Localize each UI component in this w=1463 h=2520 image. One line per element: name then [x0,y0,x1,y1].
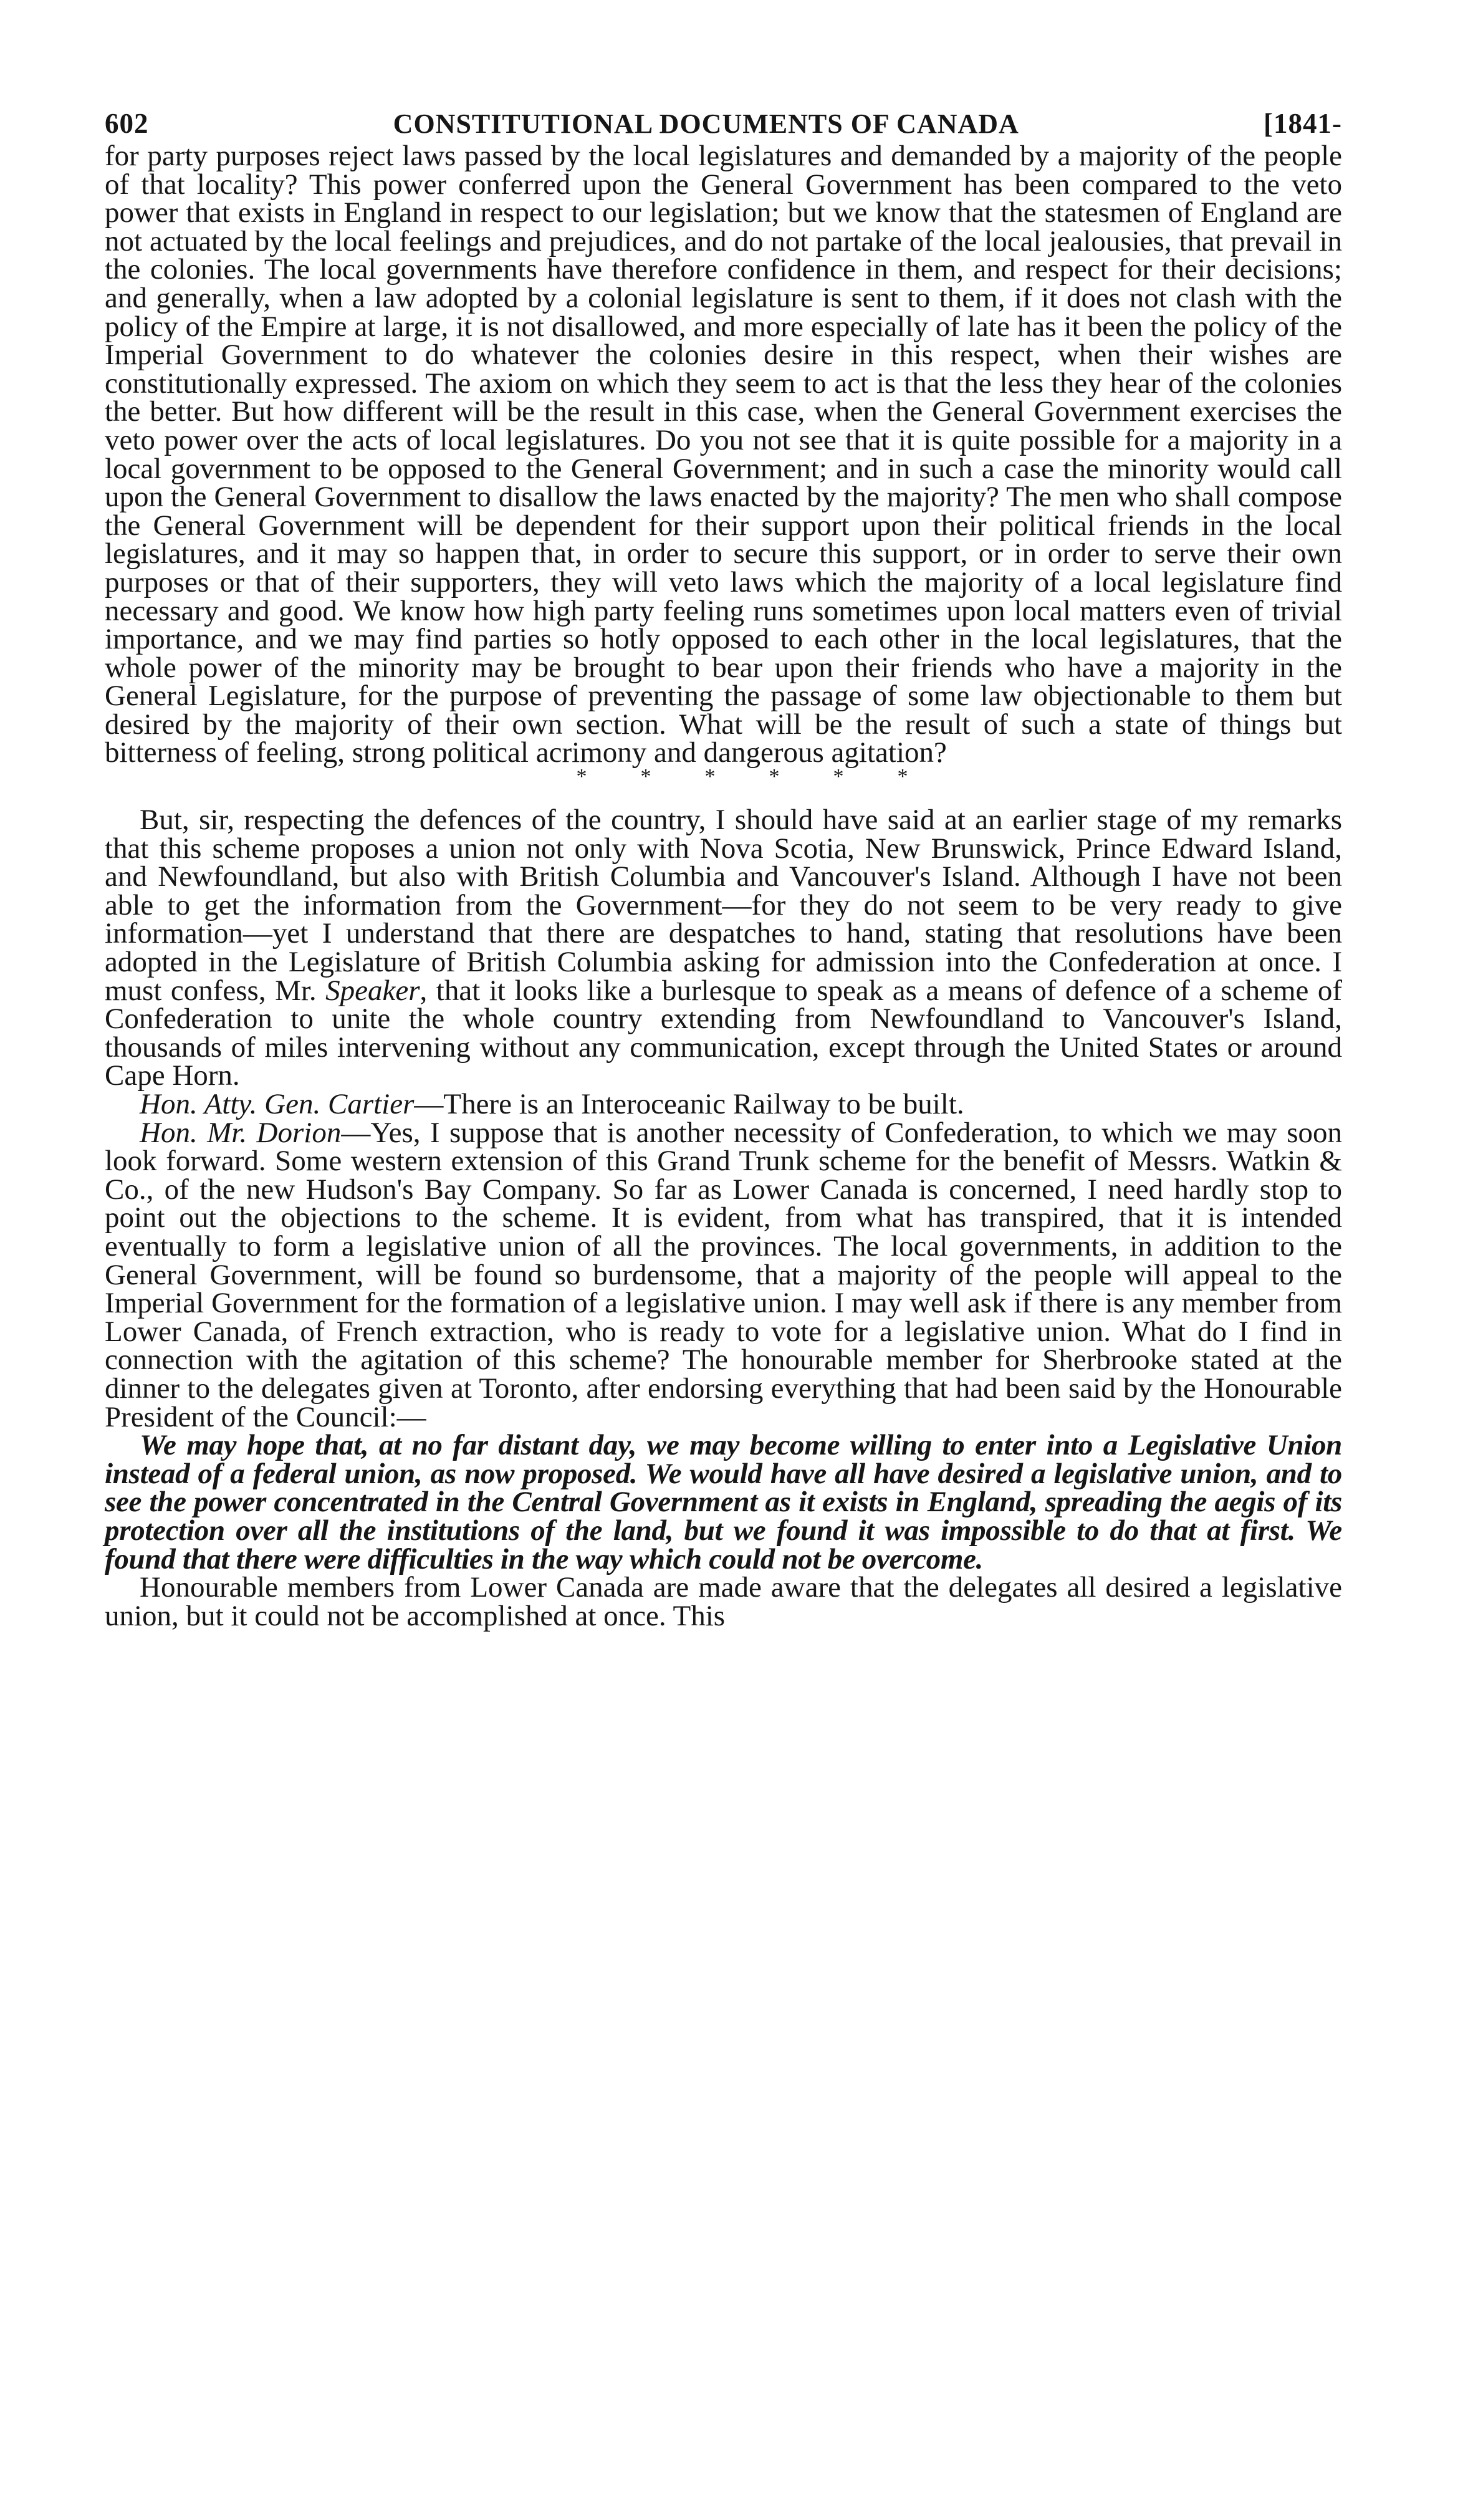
speaker-name-cartier: Hon. Atty. Gen. Cartier [140,1088,415,1120]
document-page [105,107,1342,1630]
paragraph-4 [105,1116,1342,1433]
page-number: 602 [105,108,149,139]
separator-star: * [769,765,780,789]
speaker-word: Speaker [325,974,420,1007]
speaker-name-dorion: Hon. Mr. Dorion [140,1116,342,1149]
paragraph-2-text-b: , that it looks like a burlesque to speak as a means of defence of a scheme of Confederation to unite the whole country extending from Newfoundland to Vancouver's Island, thousands of miles intervening without any communication, except through the United States or around Cape Horn. [105,974,1342,1092]
separator-star: * [640,765,651,789]
separator-star: * [897,765,908,789]
paragraph-2-text-a: But, sir, respecting the defences of the country, I should have said at an earlier stage of my remarks that this scheme proposes a union not only with Nova Scotia, New Brunswick, Prince Edward Island, and Newfoundland, but also with British Columbia and Vancouver's Island. Although I have not been able to get the information from the Government—for they do not seem to be very ready to give information—yet I understand that there are despatches to hand, stating that resolutions have been adopted in the Legislature of British Columbia asking for admission into the Confederation at once. I must confess, Mr. [105,804,1342,1007]
paragraph-2 [105,806,1342,1090]
paragraph-1: for party purposes reject laws passed by the local legislatures and demanded by a majority of the people of that locality? This power conferred upon the General Government has been compared to the veto power that exists in England in respect to our legislation; but we know that the statesmen of England are not actuated by the local feelings and prejudices, and do not partake of the local jealousies, that prevail in the colonies. The local governments have therefore confidence in them, and respect for their decisions; and generally, when a law adopted by a colonial legislature is sent to them, if it does not clash with the policy of the Empire at large, it is not disallowed, and more especially of late has it been the policy of the Imperial Government to do whatever the colonies desire in this respect, when their wishes are constitutionally expressed. The axiom on which they seem to act is that the less they hear of the colonies the better. But how different will be the result in this case, when the General Government exercises the veto power over the acts of local legislatures. Do you not see that it is quite possible for a majority in a local government to be opposed to the General Government; and in such a case the minority would call upon the General Government to disallow the laws enacted by the majority? The men who shall compose the General Government will be dependent for their support upon their political friends in the local legislatures, and it may so happen that, in order to secure this support, or in order to serve their own purposes or that of their supporters, they will veto laws which the majority of a local legislature find necessary and good. We know how high party feeling runs sometimes upon local matters even of trivial importance, and we may find parties so hotly opposed to each other in the local legislatures, that the whole power of the minority may be brought to bear upon their friends who have a majority in the General Legislature, for the purpose of preventing the passage of some law objectionable to them but desired by the majority of their own section. What will be the result of such a state of things but bitterness of feeling, strong political acrimony and dangerous agitation? [105,140,1342,769]
running-head [105,107,1342,142]
running-head-title: CONSTITUTIONAL DOCUMENTS OF CANADA [393,108,1019,139]
separator-star: * [833,765,844,789]
paragraph-4-text: —Yes, I suppose that is another necessity of Confederation, to which we may soon look forward. Some western extension of this Grand Trunk scheme for the benefit of Messrs. Watkin & Co., of the new Hudson's Bay Company. So far as Lower Canada is concerned, I need hardly stop to point out the objections to the scheme. It is evident, from what has transpired, that it is intended eventually to form a legislative union of all the provinces. The local governments, in addition to the General Government, will be found so burdensome, that a majority of the people will appeal to the Imperial Government for the formation of a legislative union. I may well ask if there is any member from Lower Canada, of French extraction, who is ready to vote for a legislative union. What do I find in connection with the agitation of this scheme? The honourable member for Sherbrooke stated at the dinner to the delegates given at Toronto, after endorsing everything that had been said by the Honourable President of the Council:— [105,1116,1342,1433]
running-head-year: [1841- [1264,108,1342,139]
separator-star: * [576,765,587,789]
paragraph-5: Honourable members from Lower Canada are made aware that the delegates all desired a legislative union, but it could not be accomplished at once. This [105,1571,1342,1632]
paragraph-3 [105,1090,1342,1119]
body-text [105,142,1342,1630]
separator-star: * [704,765,716,789]
section-separator [105,766,1342,791]
block-quote: We may hope that, at no far distant day, we may become willing to enter into a Legislative Union instead of a federal union, as now proposed. We would have all have desired a legislative union, and to see the power concentrated in the Central Government as it exists in England, spreading the aegis of its protection over all the institutions of the land, but we found it was impossible to do that at first. We found that there were difficulties in the way which could not be overcome. [105,1429,1342,1575]
paragraph-3-text: —There is an Interoceanic Railway to be built. [414,1088,964,1120]
